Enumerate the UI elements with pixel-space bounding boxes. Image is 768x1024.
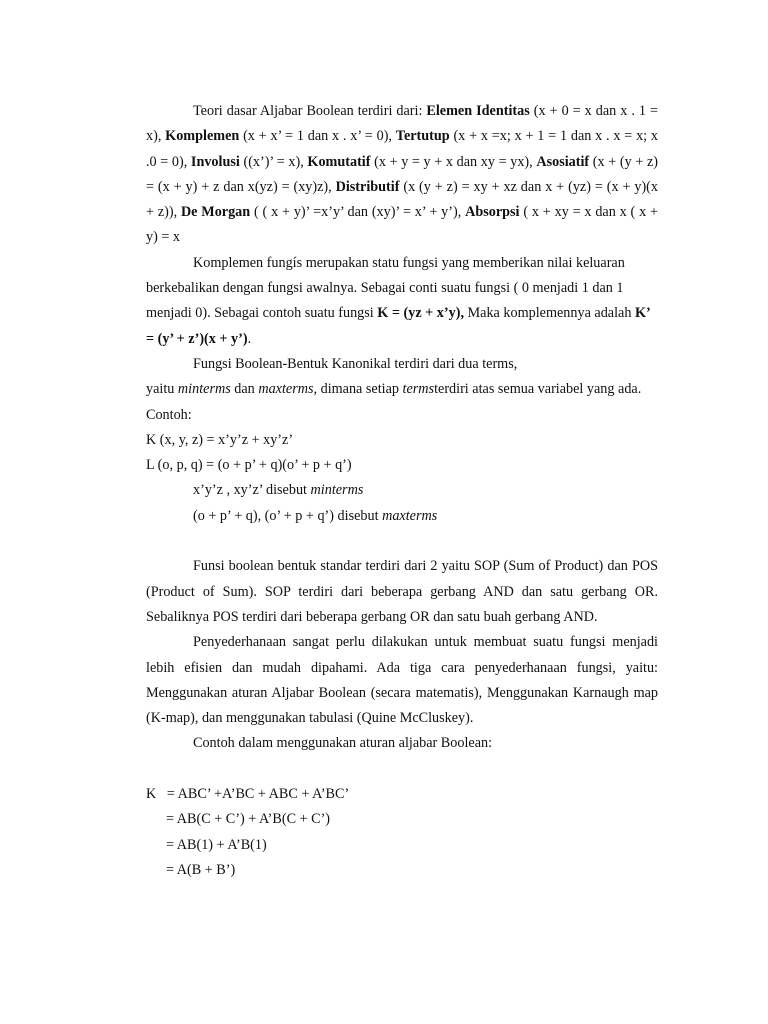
text-run: (x (y + z) = xy + xz dan x + (yz) = (x + y)(x + z)), (146, 178, 658, 221)
term-komplemen: Komplemen (165, 128, 240, 145)
text-run: . (247, 330, 252, 347)
term-tertutup: Tertutup (395, 128, 450, 145)
text-run: Komplemen fungís merupakan statu fungsi yang memberikan nilai keluaran berkebalikan dengan fungsi awalnya. Sebagai conti suatu fungsi ( 0 menjadi 1 dan 1 menjadi 0). Sebagai contoh suatu fungsi (146, 254, 625, 322)
text-run: (o + p’ + q), (o’ + p + q’) disebut (193, 507, 383, 524)
term-de-morgan: De Morgan (180, 204, 251, 221)
term-komutatif: Komutatif (307, 153, 371, 170)
text-run: (x + 0 = x dan x . 1 = x), (146, 103, 659, 145)
term-maxterms: maxterms (258, 381, 314, 398)
term-elemen-identitas: Elemen Identitas (426, 103, 530, 119)
paragraph-boolean-laws (146, 99, 658, 251)
text-run: (x + x =x; x + 1 = 1 dan x . x = x; x .0 = 0), (146, 128, 658, 170)
text-run: , dimana setiap (313, 381, 403, 398)
text-run: ((x’)’ = x), (239, 153, 308, 170)
term-involusi: Involusi (190, 153, 240, 170)
text-run: x’y’z , xy’z’ disebut (193, 482, 311, 499)
paragraph-contoh-aljabar: Contoh dalam menggunakan aturan aljabar Boolean: (193, 735, 493, 752)
text-run: (x + (y + z) = (x + y) + z dan x(yz) = (xy)z), (146, 153, 658, 195)
text-run: Maka komplemennya adalah (464, 305, 635, 322)
text-run: yaitu (146, 381, 178, 398)
term-asosiatif: Asosiatif (536, 153, 590, 170)
function-k: K = (yz + x’y), (377, 305, 464, 322)
equation-line-2: = AB(C + C’) + A’B(C + C’) (166, 811, 331, 828)
text-run: ( ( x + y)’ =x’y’ dan (xy)’ = x’ + y’), (250, 204, 466, 221)
term-minterms: minterms (177, 381, 231, 398)
paragraph-kanonikal-body (146, 377, 658, 402)
function-k-complement: K’ = (y’ + z’)(x + y’) (146, 305, 650, 347)
paragraph-komplemen (146, 251, 658, 352)
spacer (146, 757, 658, 782)
equation-line-4: = A(B + B’) (166, 861, 236, 878)
term-terms: terms (402, 381, 435, 398)
text-run: Teori dasar Aljabar Boolean terdiri dari: (193, 103, 427, 119)
example-minterms-line (146, 478, 658, 503)
term-minterms: minterms (310, 482, 364, 499)
equation-line-3: = AB(1) + A’B(1) (166, 836, 267, 853)
paragraph-kanonikal-heading: Fungsi Boolean-Bentuk Kanonikal terdiri dari dua terms, (193, 355, 518, 372)
spacer (146, 529, 658, 554)
paragraph-penyederhanaan: Penyederhanaan sangat perlu dilakukan untuk membuat suatu fungsi menjadi lebih efisien dan mudah dipahami. Ada tiga cara penyederhanaan fungsi, yaitu: Menggunakan aturan Aljabar Boolean (secara matematis), Menggunakan Karnaugh map (K-map), dan menggunakan tabulasi (Quine McCluskey). (146, 634, 658, 727)
example-l-function: L (o, p, q) = (o + p’ + q)(o’ + p + q’) (146, 457, 352, 474)
term-maxterms: maxterms (382, 507, 438, 524)
text-run: dan (230, 381, 259, 398)
document-body (146, 99, 658, 883)
example-label: Contoh: (146, 406, 192, 423)
example-k-function: K (x, y, z) = x’y’z + xy’z’ (146, 431, 294, 448)
text-run: (x + x’ = 1 dan x . x’ = 0), (239, 128, 396, 145)
text-run: (x + y = y + x dan xy = yx), (370, 153, 537, 170)
text-run: ( x + xy = x dan x ( x + y) = x (146, 204, 659, 246)
equation-line-1: K = ABC’ +A’BC + ABC + A’BC’ (146, 786, 350, 803)
text-run: terdiri atas semua variabel yang ada. (434, 381, 642, 398)
paragraph-sop-pos: Funsi boolean bentuk standar terdiri dari 2 yaitu SOP (Sum of Product) dan POS (Product of Sum). SOP terdiri dari beberapa gerbang AND dan satu gerbang OR. Sebaliknya POS terdiri dari beberapa gerbang OR dan satu buah gerbang AND. (146, 558, 658, 625)
term-distributif: Distributif (335, 178, 400, 195)
term-absorpsi: Absorpsi (465, 204, 520, 221)
example-maxterms-line (146, 504, 658, 529)
